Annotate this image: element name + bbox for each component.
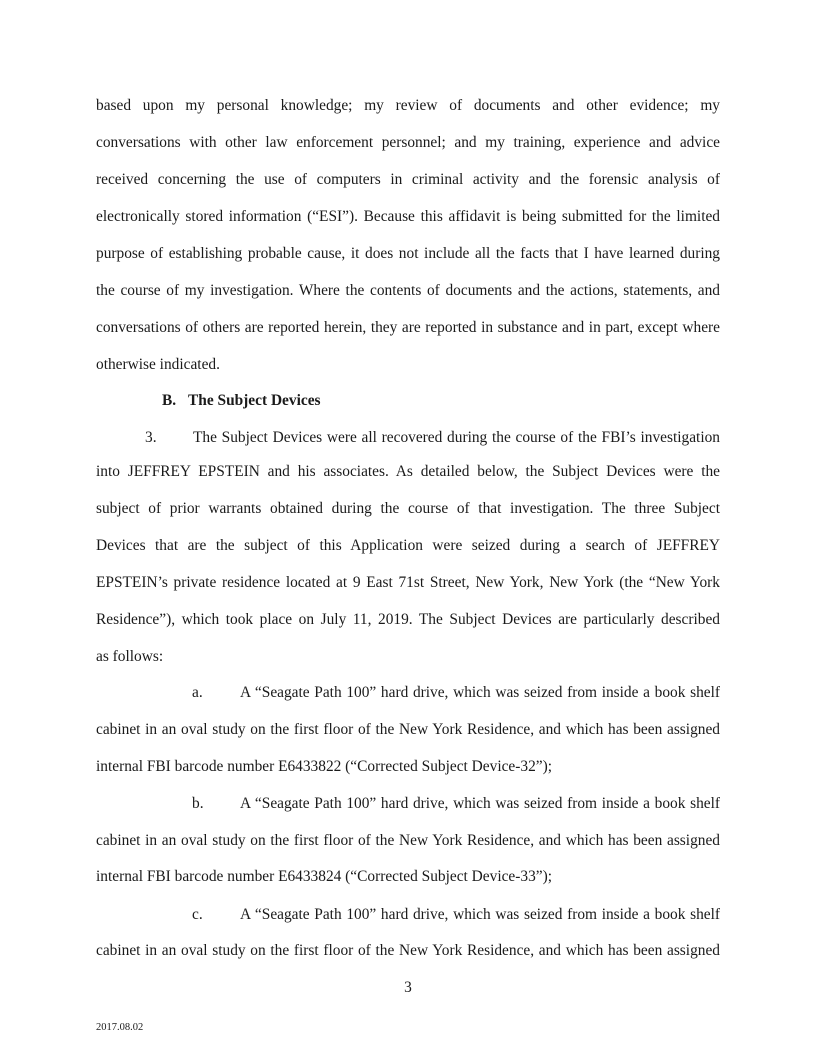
section-heading-letter: B. (162, 392, 177, 409)
paragraph-3-line-7: as follows: (96, 648, 164, 665)
paragraph-3-line-2: into JEFFREY EPSTEIN and his associates. As detailed below, the Subject Devices were the (96, 463, 720, 480)
item-a-line-3: internal FBI barcode number E6433822 (“Corrected Subject Device-32”); (96, 758, 553, 775)
item-a-line-2: cabinet in an oval study on the first floor of the New York Residence, and which has been assigned (96, 721, 720, 738)
paragraph-3-line-4: Devices that are the subject of this Application were seized during a search of JEFFREY (96, 537, 720, 554)
intro-line-3: received concerning the use of computers in criminal activity and the forensic analysis of (96, 171, 720, 188)
item-a-letter: a. (192, 684, 203, 701)
paragraph-3-line-6: Residence”), which took place on July 11, 2019. The Subject Devices are particularly described (96, 611, 720, 628)
intro-line-6: the course of my investigation. Where the contents of documents and the actions, statements, and (96, 282, 720, 299)
footer-code: 2017.08.02 (96, 1022, 144, 1033)
item-c-first-text: A “Seagate Path 100” hard drive, which was seized from inside a book shelf (240, 906, 720, 923)
paragraph-3-line-5: EPSTEIN’s private residence located at 9 East 71st Street, New York, New York (the “New York (96, 574, 720, 591)
intro-line-8: otherwise indicated. (96, 356, 220, 373)
item-b-line-2: cabinet in an oval study on the first floor of the New York Residence, and which has been assigned (96, 832, 720, 849)
section-heading-title: The Subject Devices (188, 392, 321, 409)
item-a-first-text: A “Seagate Path 100” hard drive, which was seized from inside a book shelf (240, 684, 720, 701)
item-c-letter: c. (192, 906, 203, 923)
intro-line-1: based upon my personal knowledge; my review of documents and other evidence; my (96, 97, 720, 114)
item-a-first-line (192, 683, 720, 703)
item-b-first-line (192, 794, 720, 814)
paragraph-3-first-line (145, 428, 720, 448)
item-c-first-line (192, 905, 720, 925)
item-b-letter: b. (192, 795, 204, 812)
intro-line-4: electronically stored information (“ESI”). Because this affidavit is being submitted for the limited (96, 208, 720, 225)
intro-line-7: conversations of others are reported herein, they are reported in substance and in part, except where (96, 319, 720, 336)
paragraph-number: 3. (145, 429, 157, 446)
paragraph-3-line-3: subject of prior warrants obtained during the course of that investigation. The three Subject (96, 500, 720, 517)
intro-line-2: conversations with other law enforcement personnel; and my training, experience and advice (96, 134, 720, 151)
item-b-line-3: internal FBI barcode number E6433824 (“Corrected Subject Device-33”); (96, 868, 553, 885)
section-heading (162, 391, 321, 411)
paragraph-3-first-text: The Subject Devices were all recovered during the course of the FBI’s investigation (193, 429, 720, 446)
item-c-line-2: cabinet in an oval study on the first floor of the New York Residence, and which has been assigned (96, 942, 720, 959)
intro-line-5: purpose of establishing probable cause, it does not include all the facts that I have learned during (96, 245, 720, 262)
item-b-first-text: A “Seagate Path 100” hard drive, which was seized from inside a book shelf (240, 795, 720, 812)
page-number: 3 (404, 979, 412, 996)
